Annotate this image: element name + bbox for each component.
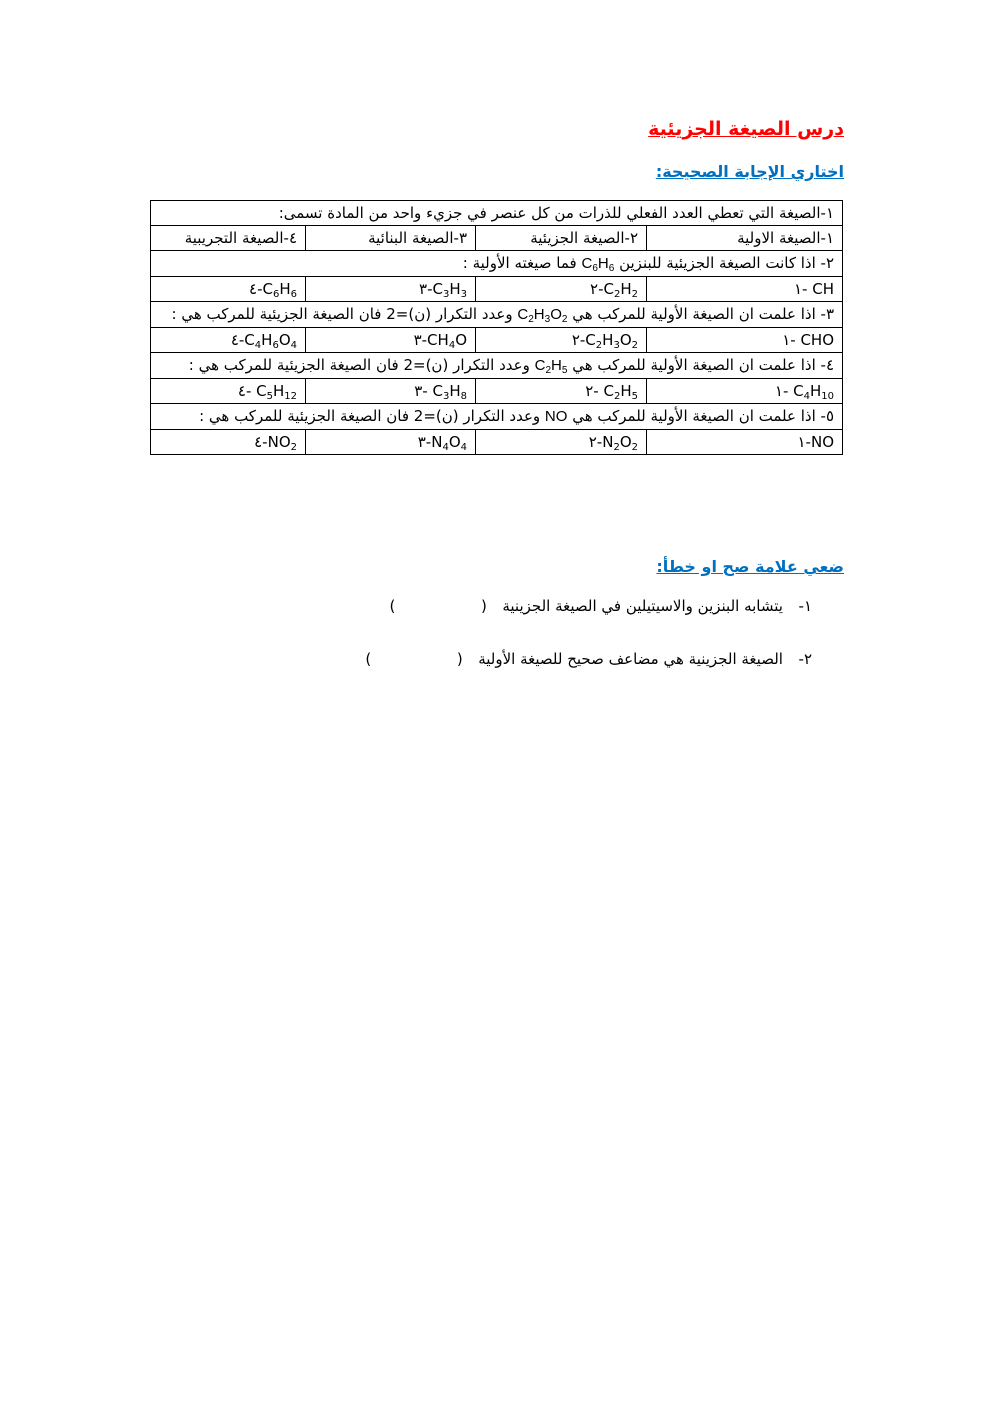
- formula: $C_6H_6$: [581, 255, 615, 274]
- option-1[interactable]: ١-الصيغة الاولية: [647, 226, 843, 251]
- page-title: درس الصيغة الجزيئية: [648, 118, 844, 140]
- option-4[interactable]: $C_6H_6-٤$: [151, 277, 306, 302]
- question-row: [151, 404, 843, 430]
- true-false-item: [365, 650, 812, 668]
- option-4[interactable]: ٤-الصيغة التجريبية: [151, 226, 306, 251]
- option-1[interactable]: CHO -١: [647, 328, 843, 353]
- question-row: [151, 302, 843, 328]
- multiple-choice-table: [150, 200, 843, 455]
- option-4[interactable]: $C_4H_6O_4-٤$: [151, 328, 306, 353]
- options-row: [151, 277, 843, 302]
- question-text: ٥- اذا علمت ان الصيغة الأولية للمركب هي NO وعدد التكرار (ن)=2 فان الصيغة الجزيئية للمركب هي :: [151, 404, 843, 430]
- option-2[interactable]: $N_2O_2-٢$: [476, 430, 647, 455]
- options-row: [151, 379, 843, 404]
- option-3[interactable]: $C_3H_3-٣$: [306, 277, 476, 302]
- question-text: ١-الصيغة التي تعطي العدد الفعلي للذرات من كل عنصر في جزيء واحد من المادة تسمى:: [151, 201, 843, 226]
- question-text: ٢- اذا كانت الصيغة الجزيئية للبنزين $C_6H_6$ فما صيغته الأولية :: [151, 251, 843, 277]
- formula: $C_2H_5$: [534, 357, 568, 376]
- item-number: ١-: [798, 597, 812, 615]
- option-2[interactable]: $C_2H_5$ -٢: [476, 379, 647, 404]
- options-row: [151, 226, 843, 251]
- true-false-item: [390, 597, 812, 615]
- option-4[interactable]: $C_5H_{12}$ -٤: [151, 379, 306, 404]
- question-text: ٤- اذا علمت ان الصيغة الأولية للمركب هي $C_2H_5$ وعدد التكرار (ن)=2 فان الصيغة الجزيئية للمركب هي :: [151, 353, 843, 379]
- options-row: [151, 328, 843, 353]
- answer-close-paren: ): [389, 597, 396, 615]
- options-row: [151, 430, 843, 455]
- option-3[interactable]: $N_4O_4-٣$: [306, 430, 476, 455]
- option-1[interactable]: $C_4H_{10}$ -١: [647, 379, 843, 404]
- answer-open-paren: (: [480, 597, 487, 615]
- formula: NO: [544, 408, 568, 425]
- option-3[interactable]: $CH_4O-٣$: [306, 328, 476, 353]
- answer-close-paren: ): [365, 650, 372, 668]
- question-text: ٣- اذا علمت ان الصيغة الأولية للمركب هي $C_2H_3O_2$ وعدد التكرار (ن)=2 فان الصيغة الجزيئية للمركب هي :: [151, 302, 843, 328]
- question-row: [151, 201, 843, 226]
- option-2[interactable]: $C_2H_3O_2-٢$: [476, 328, 647, 353]
- option-4[interactable]: $NO_2-٤$: [151, 430, 306, 455]
- formula: $C_2H_3O_2$: [517, 306, 568, 325]
- option-1[interactable]: CH -١: [647, 277, 843, 302]
- option-2[interactable]: $C_2H_2-٢$: [476, 277, 647, 302]
- option-2[interactable]: ٢-الصيغة الجزيئية: [476, 226, 647, 251]
- answer-open-paren: (: [456, 650, 463, 668]
- section-heading-true-false: ضعي علامة صح او خطأ:: [656, 557, 844, 576]
- option-3[interactable]: ٣-الصيغة البنائية: [306, 226, 476, 251]
- question-row: [151, 353, 843, 379]
- item-text: الصيغة الجزينية هي مضاعف صحيح للصيغة الأولية: [478, 650, 783, 668]
- option-1[interactable]: NO-١: [647, 430, 843, 455]
- item-text: يتشابه البنزين والاسيتيلين في الصيغة الجزينية: [502, 597, 783, 615]
- option-3[interactable]: $C_3H_8$ -٣: [306, 379, 476, 404]
- question-row: [151, 251, 843, 277]
- section-heading-multiple-choice: اختاري الإجابة الصحيحة:: [655, 162, 844, 181]
- item-number: ٢-: [798, 650, 812, 668]
